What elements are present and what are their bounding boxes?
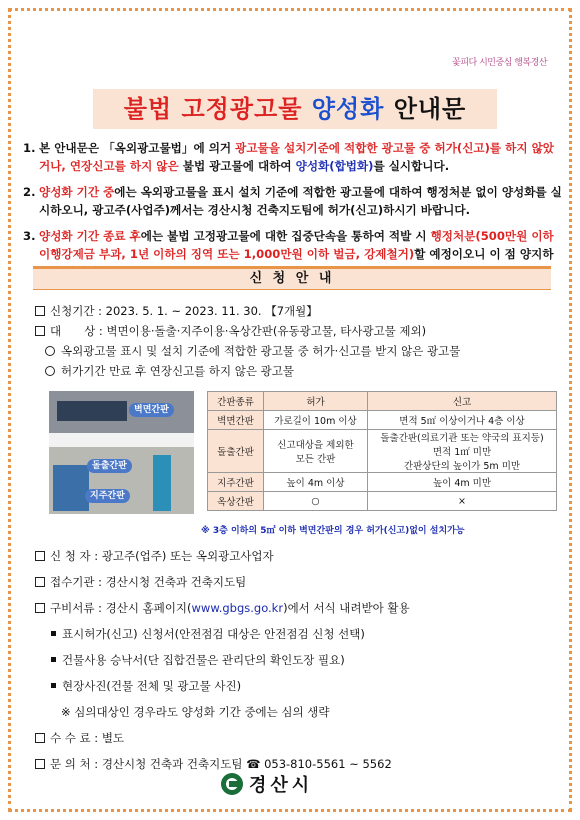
notice-text: 광고물을 설치기준에 적합한 광고물 중 허가(신고)를 하지 않았거나, 연장신고를 하지 않은 [39,141,554,173]
circle-bullet-icon [45,366,55,376]
checkbox-icon [35,759,45,769]
notice-text: 에는 불법 고정광고물에 대한 집중단속을 통하여 적발 시 [140,229,431,243]
city-logo: 경산시 [221,771,313,797]
notice-text: 불법 광고물에 대하여 [178,159,296,173]
documents-row: 구비서류 : 경산시 홈페이지(www.gbgs.go.kr)에서 서식 내려받아 활용 [35,595,555,621]
table-cell: 옥상간판 [208,492,264,511]
table-header-cell: 간판종류 [208,392,264,411]
square-bullet-icon [51,631,56,636]
photo-tag-wall: 벽면간판 [129,403,174,417]
office-row: 접수기관 : 경산시청 건축과 건축지도팀 [35,569,555,595]
notice-item [23,139,563,175]
city-slogan-logo: 꽃피다 시민중심 행복경산 [452,58,547,68]
table-cell: 높이 4m 미만 [368,473,557,492]
checkbox-icon [35,326,45,336]
square-bullet-icon [51,683,56,688]
notice-text: 를 실시합니다. [373,159,450,173]
section-title: 신 청 안 내 [33,266,551,290]
table-cell: 돌출간판(의료기관 또는 약국의 표지등) 면적 1㎡ 미만 간판상단의 높이가 5m 미만 [368,430,557,473]
checkbox-icon [35,733,45,743]
checkbox-icon [35,306,45,316]
document-item: 현장사진(건물 전체 및 광고물 사진) [35,673,555,699]
table-cell: 지주간판 [208,473,264,492]
contact-row: 문 의 처 : 경산시청 건축과 건축지도팀 ☎ 053-810-5561 ~ 5562 [35,751,555,777]
target-sub-1: 옥외광고물 표시 및 설치 기준에 적합한 광고물 중 허가·신고를 받지 않은 광고물 [35,341,555,361]
table-cell: 가로길이 10m 이상 [264,411,368,430]
table-row [208,492,557,511]
document-item: 표시허가(신고) 신청서(안전점검 대상은 안전점검 신청 선택) [35,621,555,647]
notice-text: 에는 옥외광고물을 표시 설치 기준에 적합한 광고물에 대하여 행정처분 없이 양성화를 실시하오니, 광고주(사업주)께서는 경산시청 건축지도팀에 허가(신고)하시기 바랍니다. [39,185,562,217]
notice-page [8,8,572,812]
review-memo: ※ 심의대상인 경우라도 양성화 기간 중에는 심의 생략 [61,705,330,719]
notice-text: 양성화 기간 종료 후 [39,229,141,243]
applicant-row: 신 청 자 : 광고주(업주) 또는 옥외광고사업자 [35,543,555,569]
table-row [208,411,557,430]
application-info [35,301,555,381]
title-part-1: 불법 고정광고물 [123,95,303,123]
table-cell: 돌출간판 [208,430,264,473]
checkbox-icon [35,577,45,587]
table-cell: 면적 5㎡ 이상이거나 4층 이상 [368,411,557,430]
notice-text: 할 예정이오니 이 점 양지하 [414,247,554,261]
period-row: 신청기간 : 2023. 5. 1. ~ 2023. 11. 30. 【7개월】 [35,301,555,321]
table-cell: 높이 4m 이상 [264,473,368,492]
notice-number: 1. [23,141,36,155]
notice-item [23,183,563,219]
photo-tag-pole: 지주간판 [85,489,130,503]
checkbox-icon [35,551,45,561]
table-cell: 신고대상을 제외한 모든 간판 [264,430,368,473]
table-header-cell: 허가 [264,392,368,411]
circle-bullet-icon [45,346,55,356]
checkbox-icon [35,603,45,613]
photo-tag-projecting: 돌출간판 [87,459,132,473]
table-cell: × [368,492,557,511]
signage-criteria-table [207,391,557,511]
notice-text: 양성화(합법화) [295,159,374,173]
target-sub-2: 허가기간 만료 후 연장신고를 하지 않은 광고물 [35,361,555,381]
table-cell: 벽면간판 [208,411,264,430]
notice-number: 2. [23,185,36,199]
square-bullet-icon [51,657,56,662]
table-row [208,473,557,492]
title-part-3: 안내문 [393,95,467,123]
notice-text: 본 안내문은 「옥외광고물법」에 의거 [39,141,236,155]
table-row [208,430,557,473]
signage-example-photo [49,391,194,514]
title-part-2: 양성화 [311,95,385,123]
notice-text: 행정처분(500만원 이하 이행강제금 부과, 1년 이하의 징역 또는 1,000만원 이하 벌금, 강제철거) [39,229,554,261]
document-item: 건물사용 승낙서(단 집합건물은 관리단의 확인도장 필요) [35,647,555,673]
table-header-cell: 신고 [368,392,557,411]
page-title [93,89,497,129]
table-note: ※ 3층 이하의 5㎡ 이하 벽면간판의 경우 허가(신고)없이 설치가능 [201,526,465,536]
target-row: 대 상 : 벽면이용·돌출·지주이용·옥상간판(유동광고물, 타사광고물 제외) [35,321,555,341]
homepage-link[interactable]: www.gbgs.go.kr [191,601,284,615]
notice-text: 양성화 기간 중 [39,185,115,199]
notice-number: 3. [23,229,36,243]
fee-row: 수 수 료 : 별도 [35,725,555,751]
application-details [35,543,555,777]
table-cell: ○ [264,492,368,511]
city-emblem-icon [221,773,243,795]
